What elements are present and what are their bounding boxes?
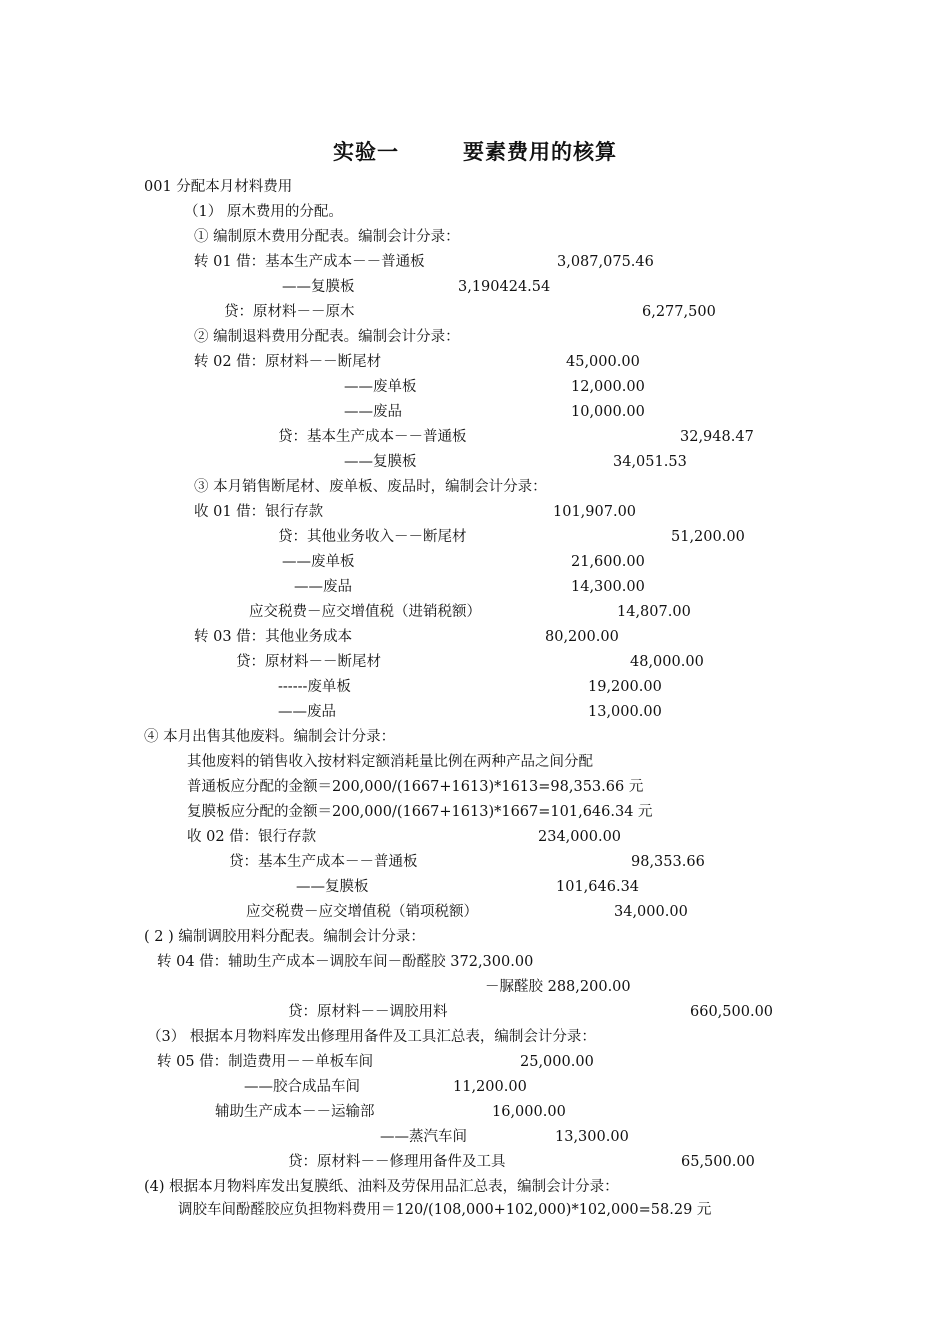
entry-account: ------废单板 bbox=[278, 679, 351, 695]
page-title-number: 实验一 bbox=[333, 139, 399, 164]
step-heading: ④ 本月出售其他废料。编制会计分录： bbox=[144, 729, 396, 745]
entry-amount: 101,646.34 bbox=[556, 879, 640, 895]
entry-amount: 11,200.00 bbox=[453, 1079, 527, 1095]
entry-account: ——废单板 bbox=[344, 379, 417, 395]
entry-account: 辅助生产成本－－运输部 bbox=[215, 1104, 375, 1120]
entry-amount: 19,200.00 bbox=[588, 679, 662, 695]
entry-account: 应交税费－应交增值税（进销税额） bbox=[249, 604, 481, 620]
entry-account: ——复膜板 bbox=[344, 454, 417, 470]
entry-amount: 80,200.00 bbox=[545, 629, 619, 645]
step-heading: ② 编制退料费用分配表。编制会计分录： bbox=[194, 329, 460, 345]
entry-account: 贷：原材料－－原木 bbox=[224, 304, 355, 320]
entry-amount: 45,000.00 bbox=[566, 354, 640, 370]
entry-account: －脲醛胶 288,200.00 bbox=[485, 979, 631, 995]
entry-account: 转 01 借：基本生产成本－－普通板 bbox=[194, 254, 425, 270]
entry-amount: 660,500.00 bbox=[690, 1004, 774, 1020]
entry-amount: 3,087,075.46 bbox=[557, 254, 654, 270]
entry-account: 贷：基本生产成本－－普通板 bbox=[278, 429, 467, 445]
step-heading: ① 编制原木费用分配表。编制会计分录： bbox=[194, 229, 460, 245]
entry-account: 转 03 借：其他业务成本 bbox=[194, 629, 353, 645]
entry-amount: 65,500.00 bbox=[681, 1154, 755, 1170]
entry-amount: 34,051.53 bbox=[613, 454, 687, 470]
entry-account: 贷：原材料－－调胶用料 bbox=[288, 1004, 448, 1020]
entry-account: 贷：基本生产成本－－普通板 bbox=[229, 854, 418, 870]
entry-account: ——废品 bbox=[278, 704, 336, 720]
paragraph-text: 其他废料的销售收入按材料定额消耗量比例在两种产品之间分配 bbox=[187, 754, 593, 770]
entry-amount: 13,000.00 bbox=[588, 704, 662, 720]
entry-amount: 34,000.00 bbox=[614, 904, 688, 920]
subsection-heading: ( 2 ) 编制调胶用料分配表。编制会计分录： bbox=[144, 929, 425, 945]
page-title bbox=[0, 136, 950, 166]
step-heading: ③ 本月销售断尾材、废单板、废品时，编制会计分录： bbox=[194, 479, 547, 495]
entry-amount: 14,300.00 bbox=[571, 579, 645, 595]
entry-account: ——胶合成品车间 bbox=[244, 1079, 360, 1095]
entry-account: ——蒸汽车间 bbox=[380, 1129, 467, 1145]
entry-amount: 3,190424.54 bbox=[458, 279, 551, 295]
section-heading: 001 分配本月材料费用 bbox=[144, 179, 293, 195]
entry-account: ——废品 bbox=[294, 579, 352, 595]
entry-amount: 10,000.00 bbox=[571, 404, 645, 420]
entry-amount: 14,807.00 bbox=[617, 604, 691, 620]
entry-amount: 234,000.00 bbox=[538, 829, 622, 845]
page-title-text: 要素费用的核算 bbox=[463, 139, 617, 164]
formula-text: 调胶车间酚醛胶应负担物料费用＝120/(108,000+102,000)*102,000=58.29 元 bbox=[178, 1202, 712, 1218]
entry-account: ——废品 bbox=[344, 404, 402, 420]
subsection-heading: （3） 根据本月物料库发出修理用备件及工具汇总表，编制会计分录： bbox=[147, 1029, 596, 1045]
formula-text: 复膜板应分配的金额＝200,000/(1667+1613)*1667=101,646.34 元 bbox=[187, 804, 653, 820]
entry-amount: 6,277,500 bbox=[642, 304, 716, 320]
subsection-heading: (4) 根据本月物料库发出复膜纸、油料及劳保用品汇总表，编制会计分录： bbox=[144, 1179, 619, 1195]
entry-account: ——复膜板 bbox=[282, 279, 355, 295]
entry-account: 贷：原材料－－断尾材 bbox=[236, 654, 381, 670]
entry-amount: 21,600.00 bbox=[571, 554, 645, 570]
entry-amount: 48,000.00 bbox=[630, 654, 704, 670]
subsection-heading: （1） 原木费用的分配。 bbox=[184, 204, 343, 220]
entry-account: 收 01 借：银行存款 bbox=[194, 504, 324, 520]
entry-account: 应交税费－应交增值税（销项税额） bbox=[246, 904, 478, 920]
entry-amount: 98,353.66 bbox=[631, 854, 705, 870]
entry-account: ——废单板 bbox=[282, 554, 355, 570]
entry-amount: 32,948.47 bbox=[680, 429, 754, 445]
entry-amount: 101,907.00 bbox=[553, 504, 637, 520]
entry-account: ——复膜板 bbox=[296, 879, 369, 895]
entry-amount: 51,200.00 bbox=[671, 529, 745, 545]
entry-account: 贷：原材料－－修理用备件及工具 bbox=[288, 1154, 506, 1170]
entry-account: 贷：其他业务收入－－断尾材 bbox=[278, 529, 467, 545]
entry-account: 转 04 借：辅助生产成本－调胶车间－酚醛胶 372,300.00 bbox=[157, 954, 534, 970]
entry-amount: 13,300.00 bbox=[555, 1129, 629, 1145]
entry-amount: 16,000.00 bbox=[492, 1104, 566, 1120]
entry-amount: 12,000.00 bbox=[571, 379, 645, 395]
entry-account: 收 02 借：银行存款 bbox=[187, 829, 317, 845]
entry-account: 转 02 借：原材料－－断尾材 bbox=[194, 354, 382, 370]
entry-account: 转 05 借：制造费用－－单板车间 bbox=[157, 1054, 374, 1070]
formula-text: 普通板应分配的金额＝200,000/(1667+1613)*1613=98,353.66 元 bbox=[187, 779, 644, 795]
entry-amount: 25,000.00 bbox=[520, 1054, 594, 1070]
